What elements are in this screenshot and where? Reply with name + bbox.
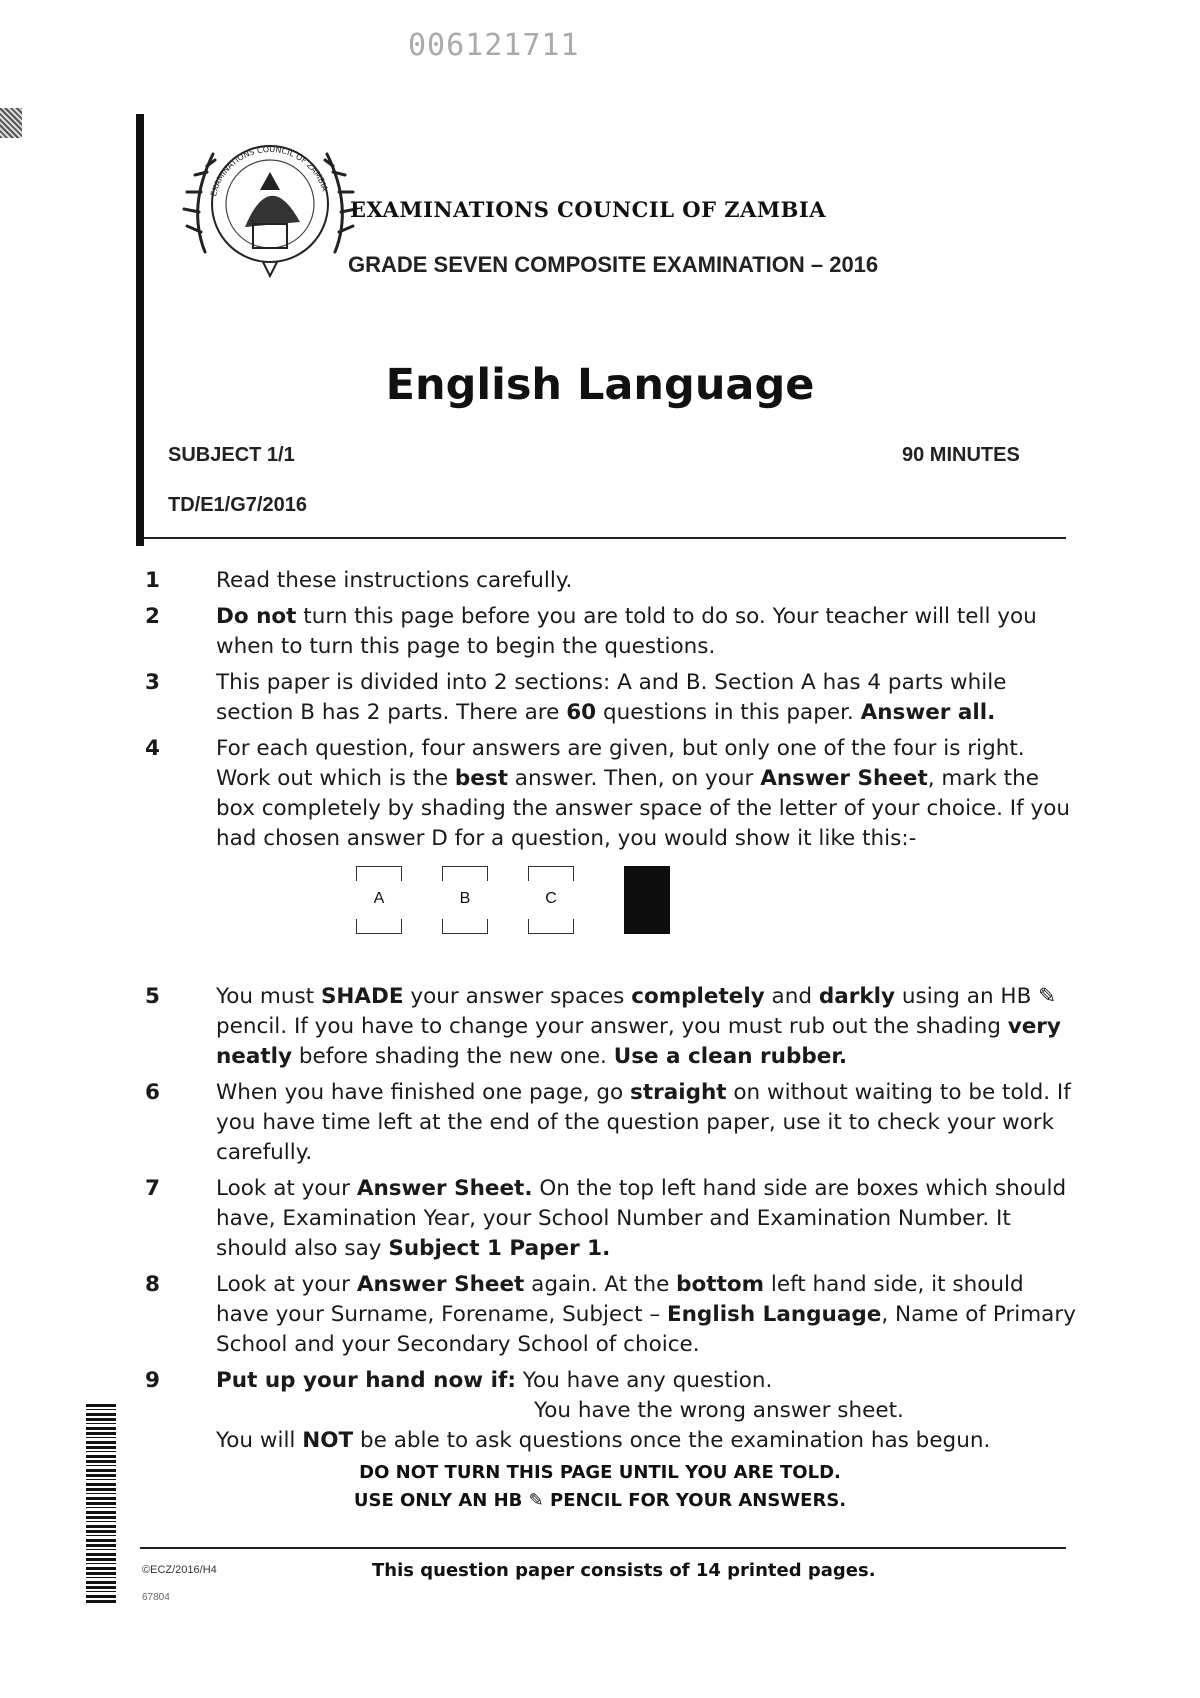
paper-code: TD/E1/G7/2016: [168, 494, 307, 516]
answer-box-a: [356, 866, 402, 934]
council-name: EXAMINATIONS COUNCIL OF ZAMBIA: [350, 197, 827, 222]
subject-code: SUBJECT 1/1: [168, 444, 295, 466]
subject-title: English Language: [385, 360, 815, 410]
instruction-item: 2 Do not turn this page before you are told to do so. Your teacher will tell you when to turn this page to begin the questions.: [145, 604, 1037, 659]
copyright-code: ©ECZ/2016/H4: [142, 1564, 217, 1576]
answer-box-label: C: [545, 890, 557, 907]
exam-title: GRADE SEVEN COMPOSITE EXAMINATION – 2016: [348, 252, 879, 277]
closing-line-1: DO NOT TURN THIS PAGE UNTIL YOU ARE TOLD.: [359, 1462, 841, 1483]
instructions-list: [140, 566, 1080, 1462]
instruction-number: 5: [145, 984, 160, 1009]
answer-example: [356, 866, 696, 938]
answer-box-c: [528, 866, 574, 934]
footer-number: 67804: [142, 1592, 170, 1603]
duration: 90 MINUTES: [902, 444, 1020, 466]
answer-box-label: A: [373, 890, 385, 907]
page-count-note: This question paper consists of 14 printed pages.: [372, 1560, 876, 1581]
answer-box-b: [442, 866, 488, 934]
instruction-item: 4 For each question, four answers are given, but only one of the four is right. Work out which is the best answer. Then, on your Answer Sheet, mark the box completely by shading the answer space of the letter of your choice. If you had chosen answer D for a question, you would show it like this:-: [145, 736, 1071, 851]
answer-box-d-shaded: [624, 866, 670, 934]
council-seal-logo: [175, 112, 365, 302]
instruction-number: 8: [145, 1272, 160, 1297]
barcode: [86, 1404, 116, 1604]
seal-text: EXAMINATIONS COUNCIL OF ZAMBIA: [209, 144, 330, 198]
instruction-item: 1 Read these instructions carefully.: [140, 566, 1080, 596]
instruction-number: 7: [145, 1176, 160, 1201]
header-divider: [144, 537, 1066, 539]
answer-box-label: B: [459, 890, 471, 907]
instruction-item: 3 This paper is divided into 2 sections: A and B. Section A has 4 parts while section B has 2 parts. There are 60 questions in this paper. Answer all.: [145, 670, 1007, 725]
serial-number: 006121711: [408, 28, 580, 63]
instruction-item: 8 Look at your Answer Sheet again. At the bottom left hand side, it should have your Surname, Forename, Subject – English Language, Name of Primary School and your Secondary School of choice.: [145, 1272, 1076, 1357]
instruction-item: 9 Put up your hand now if: You have any question. You have the wrong answer sheet. You will NOT be able to ask questions once the examination has begun.: [145, 1368, 991, 1453]
closing-line-2: USE ONLY AN HB ✎ PENCIL FOR YOUR ANSWERS.: [353, 1490, 847, 1511]
instruction-item: 5 You must SHADE your answer spaces completely and darkly using an HB ✎ pencil. If you have to change your answer, you must rub out the shading very neatly before shading the new one. Use a clean rubber.: [145, 984, 1061, 1069]
instruction-item: 7 Look at your Answer Sheet. On the top left hand side are boxes which should have, Examination Year, your School Number and Examination Number. It should also say Subject 1 Paper 1.: [145, 1176, 1067, 1261]
instruction-number: 3: [145, 670, 160, 695]
scan-mark: [0, 108, 22, 138]
instruction-number: 4: [145, 736, 160, 761]
instruction-number: 1: [145, 568, 160, 593]
left-vertical-rule: [136, 114, 144, 546]
instruction-item: 6 When you have finished one page, go straight on without waiting to be told. If you have time left at the end of the question paper, use it to check your work carefully.: [145, 1080, 1071, 1165]
instruction-number: 6: [145, 1080, 160, 1105]
instruction-number: 2: [145, 604, 160, 629]
instruction-number: 9: [145, 1368, 160, 1393]
footer-divider: [140, 1547, 1066, 1549]
